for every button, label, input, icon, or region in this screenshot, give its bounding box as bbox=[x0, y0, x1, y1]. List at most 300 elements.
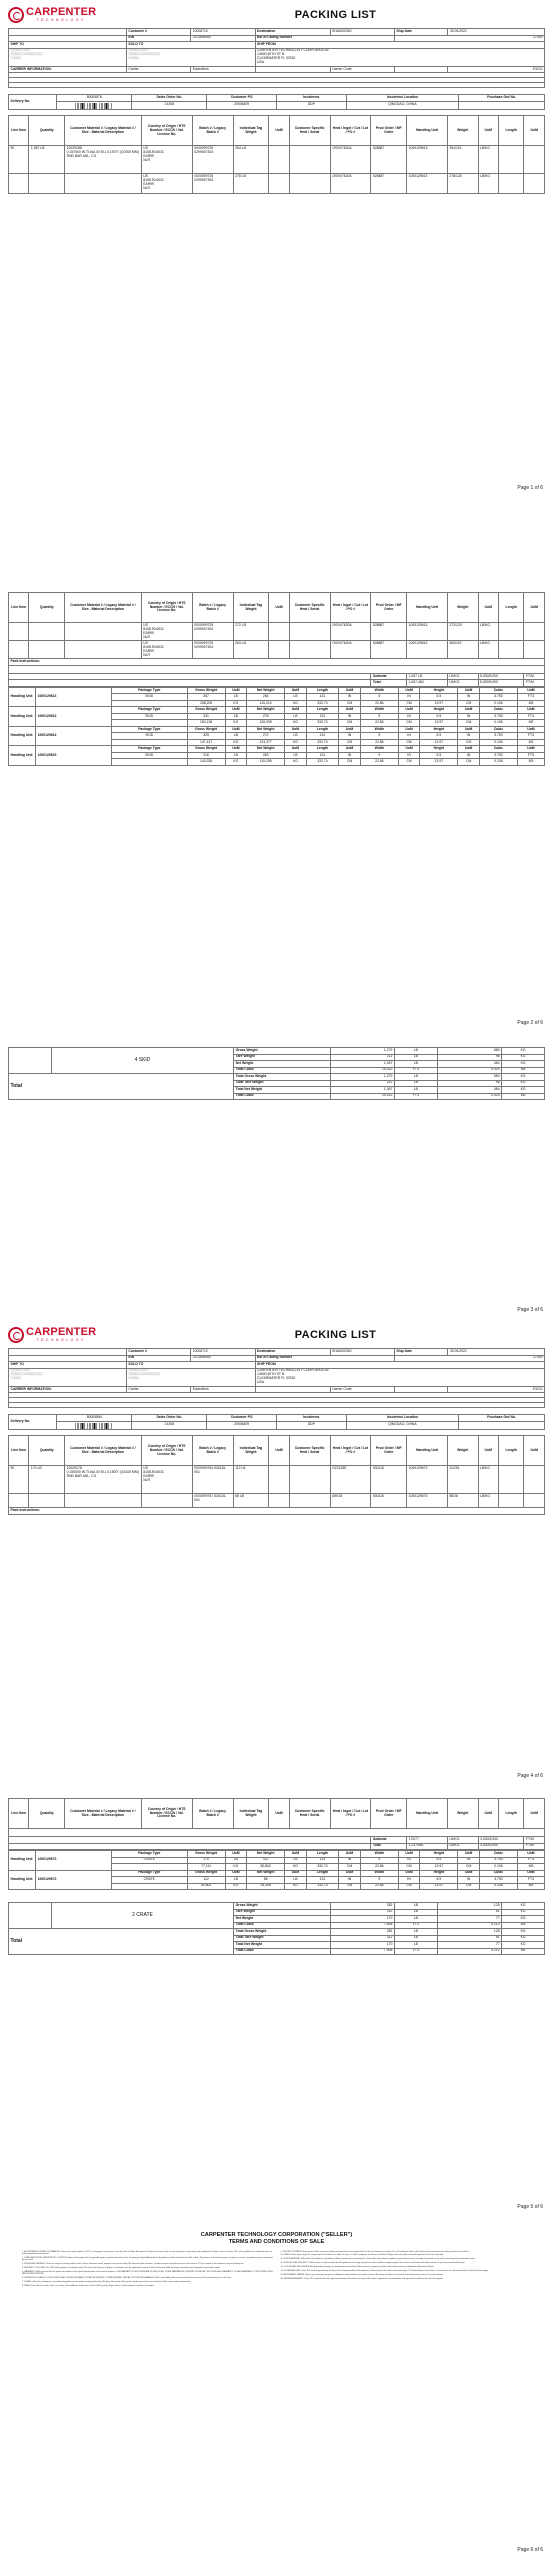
hu-value: FT3 bbox=[517, 752, 544, 759]
column-header: Batch # / Legacy Batch # bbox=[192, 1436, 233, 1466]
customer-no-label: Customer # bbox=[126, 1349, 190, 1356]
terms-paragraph: 15. ASSIGNMENT; WAIVER: Buyer may not assign any rights or obligations without Seller's prior written consent. No waiver by Seller of any breach shall be deemed a waiver of any other breach. bbox=[280, 2273, 444, 2276]
hu-value: 13.97 bbox=[420, 1864, 458, 1871]
column-header: UoM bbox=[478, 1436, 498, 1466]
column-header: Customer Material # / Legacy Material # / Size - Material Description bbox=[65, 116, 142, 146]
terms-subtitle: TERMS AND CONDITIONS OF SALE bbox=[228, 2239, 325, 2246]
hu-value: CM bbox=[458, 1883, 480, 1890]
page-1 bbox=[8, 4, 545, 194]
total-label: Total bbox=[9, 1074, 234, 1100]
line-items-header bbox=[9, 116, 545, 146]
column-header: UoM bbox=[478, 593, 498, 623]
hu-value: FT3 bbox=[517, 1857, 544, 1864]
hu-value: KG bbox=[285, 759, 307, 766]
summary-cell: 484 bbox=[437, 1061, 501, 1068]
column-header: Length bbox=[498, 116, 524, 146]
ship-date-value: 30.06.2021 bbox=[448, 29, 545, 36]
hu-cell: UoM bbox=[517, 687, 544, 694]
hu-cell: Net Weight bbox=[247, 726, 285, 733]
purchase-ord-label: Purchase Ord No. bbox=[459, 1415, 545, 1422]
summary-cell: LB bbox=[394, 1080, 437, 1087]
incoterms-location-label: Incoterms Location bbox=[346, 1415, 459, 1422]
summary-cell: 282 bbox=[330, 1903, 394, 1910]
hu-cell: Handling Unit bbox=[9, 1870, 36, 1890]
summary-cell: LB bbox=[394, 1942, 437, 1949]
ship-to-label: SHIP TO bbox=[9, 1362, 127, 1369]
summary-cell: 1,279 bbox=[330, 1074, 394, 1081]
hu-cell: Gross Weight bbox=[187, 1870, 225, 1877]
column-header: Line Item bbox=[9, 593, 29, 623]
line-item-row: 0000099767 530116-001 58 LB A9K26 530116 1000129673 58/26 LB/KG bbox=[9, 1494, 545, 1508]
column-header: Country of Origin / HTS Number / ECCN / Val. License No. bbox=[141, 593, 192, 623]
terms-paragraph: 6. LIMITATION OF LIABILITY: IN NO EVENT SHALL SELLER BE LIABLE FOR ANY INCIDENTAL, CONSEQUENTIAL, SPECIAL OR PUNITIVE DAMAGES. Seller's total liability shall not exceed the purchase price of the goods giving rise to the claim. bbox=[22, 2276, 232, 2279]
hu-cell: Package Type bbox=[111, 1851, 187, 1858]
hu-cell: Height bbox=[420, 707, 458, 714]
hu-value: KG bbox=[225, 759, 247, 766]
hu-value: 143,335 bbox=[187, 759, 225, 766]
page-2 bbox=[8, 592, 545, 766]
summary-cell: 7.506 bbox=[330, 1948, 394, 1955]
hu-value: LB bbox=[225, 713, 247, 720]
hu-cell: UoM bbox=[339, 1870, 361, 1877]
hu-value: 3.753 bbox=[479, 1877, 517, 1884]
hu-cell: UoM bbox=[225, 687, 247, 694]
summary-cell: 170 bbox=[330, 1916, 394, 1923]
hu-cell: 1000129613 bbox=[36, 687, 112, 707]
column-header: Individual Tag Weight bbox=[233, 116, 269, 146]
hu-cell: Gross Weight bbox=[187, 746, 225, 753]
barcode bbox=[57, 101, 132, 110]
hu-value: LB bbox=[285, 733, 307, 740]
hu-value: 119,295 bbox=[247, 759, 285, 766]
incoterms-location-label: Incoterms Location bbox=[346, 95, 459, 102]
hu-value: 325 bbox=[187, 733, 225, 740]
column-header: Heat / Ingot / Cut / Lot / PO # bbox=[330, 1799, 371, 1829]
customer-po-label: Customer PO bbox=[207, 1415, 277, 1422]
summary-cell: KG bbox=[502, 1048, 545, 1055]
incoterms-location-value: QINGDAO, CHINA bbox=[346, 1421, 459, 1430]
hu-cell: UoM bbox=[398, 746, 420, 753]
hu-value: 22.86 bbox=[360, 700, 398, 707]
column-header: Handling Unit bbox=[407, 593, 448, 623]
hu-value: CRATE bbox=[111, 1857, 187, 1864]
incoterms-value: DDP bbox=[276, 1421, 346, 1430]
hu-value: IN bbox=[458, 1857, 480, 1864]
column-header: Customer Specific Heat / Serial bbox=[289, 1799, 330, 1829]
hu-cell: Handling Unit bbox=[9, 687, 36, 707]
column-header: Customer Specific Heat / Serial bbox=[289, 116, 330, 146]
line-item-row: US 8108.90.6031 EAR99 NLR 0000099725 0299057303 278 LB 1900X7620A 528887 1000129613 278/126 LB/KG bbox=[9, 174, 545, 194]
hu-cell: UoM bbox=[339, 707, 361, 714]
summary-cell: Total Cubic bbox=[234, 1922, 330, 1929]
column-header: UoM bbox=[524, 116, 545, 146]
summary-cell: Total Net Weight bbox=[234, 1942, 330, 1949]
hu-value: 131 bbox=[306, 694, 338, 701]
carrier-value: Expeditors bbox=[191, 1386, 255, 1393]
column-header: UoM bbox=[524, 1799, 545, 1829]
hu-cell: UoM bbox=[517, 746, 544, 753]
summary-cell: Total Gross Weight bbox=[234, 1929, 330, 1936]
total-row: Total 1,237/561 LB/KG 3,000/3,000 FT/M bbox=[9, 1843, 545, 1850]
hu-value: IN bbox=[458, 713, 480, 720]
hu-value: IN bbox=[398, 1877, 420, 1884]
hu-value: KG bbox=[225, 1864, 247, 1871]
line-items-table bbox=[8, 115, 545, 194]
terms-paragraph: 8. TAXES: Prices do not include sales, use, excise, value-added or similar taxes, which shall be paid by Buyer unless a valid exemption certificate is provided. bbox=[22, 2284, 154, 2287]
hu-value: 9 bbox=[360, 713, 398, 720]
summary-cell: Total Cubic bbox=[234, 1948, 330, 1955]
column-header: UoM bbox=[269, 1436, 289, 1466]
hu-cell: UoM bbox=[458, 726, 480, 733]
column-header: Customer Material # / Legacy Material # / Size - Material Description bbox=[65, 1799, 142, 1829]
ship-from-address: CARPENTER TECHNOLOGY CORPORATION 14600 49TH ST N CLEARWATER FL 33762 USA bbox=[255, 48, 544, 66]
hu-value: 0.106 bbox=[479, 1864, 517, 1871]
summary-cell: 0.424 bbox=[437, 1067, 501, 1074]
summary-cell: 0.212 bbox=[437, 1922, 501, 1929]
hu-value: 3.753 bbox=[479, 752, 517, 759]
logo-mark-icon bbox=[8, 7, 24, 23]
summary-cell: 580 bbox=[437, 1074, 501, 1081]
hu-cell: 1000129673 bbox=[36, 1870, 112, 1890]
hu-value: M3 bbox=[517, 759, 544, 766]
hu-value: 131 bbox=[306, 713, 338, 720]
terms-column-left bbox=[22, 2251, 273, 2289]
ship-from-label: SHIP FROM bbox=[255, 1362, 544, 1369]
hu-value: CM bbox=[339, 739, 361, 746]
hu-value: CM bbox=[398, 739, 420, 746]
hu-value: M3 bbox=[517, 720, 544, 727]
hu-value: 147,417 bbox=[187, 739, 225, 746]
column-header: Individual Tag Weight bbox=[233, 593, 269, 623]
hu-cell: Net Weight bbox=[247, 746, 285, 753]
terms-paragraph: 1. ACCEPTANCE/CONTRACT FORMATION: These terms and conditions ("T&C") shall apply to any invoice or sale by Seller to Buyer. Acceptance of Buyer's purchase order or other document is expressly made conditional on Buyer's assent to these T&C, and any different or additional terms are hereby objected to and rejected. bbox=[22, 2250, 273, 2255]
delivery-no-label: Delivery No. bbox=[9, 1415, 57, 1430]
hu-value: 131 bbox=[306, 1857, 338, 1864]
column-header: Individual Tag Weight bbox=[233, 1799, 269, 1829]
hu-value: 332.74 bbox=[306, 1883, 338, 1890]
summary-cell: LB bbox=[394, 1929, 437, 1936]
hu-value: IN bbox=[339, 1857, 361, 1864]
document-title: PACKING LIST bbox=[294, 1328, 377, 1341]
customer-po-value: 20006409 bbox=[207, 101, 277, 110]
hu-cell: Length bbox=[306, 726, 338, 733]
summary-cell: KG bbox=[502, 1087, 545, 1094]
customer-no-label: Customer # bbox=[126, 29, 190, 36]
summary-cell: FT3 bbox=[394, 1922, 437, 1929]
hu-value: 9 bbox=[360, 1877, 398, 1884]
summary-cell: 0.212 bbox=[437, 1948, 501, 1955]
column-header: Prod Order / MF Order bbox=[371, 1799, 407, 1829]
hu-cell: Width bbox=[360, 1851, 398, 1858]
summary-cell: LB bbox=[394, 1048, 437, 1055]
column-header: UoM bbox=[269, 116, 289, 146]
handling-units-table bbox=[8, 687, 545, 766]
hu-value: KG bbox=[225, 700, 247, 707]
customer-po-value: 20006409 bbox=[207, 1421, 277, 1430]
hu-cell: UoM bbox=[225, 726, 247, 733]
hu-value: LB bbox=[225, 1877, 247, 1884]
hu-cell: 1000129673 bbox=[36, 1851, 112, 1871]
hu-cell: UoM bbox=[398, 1870, 420, 1877]
column-header: Customer Specific Heat / Serial bbox=[289, 593, 330, 623]
hu-value: KG bbox=[285, 1883, 307, 1890]
column-header: Weight bbox=[447, 593, 478, 623]
column-header: Customer Material # / Legacy Material # / Size - Material Description bbox=[65, 1436, 142, 1466]
terms-paragraph: 13. TOOLING AND SPECIFICATIONS: Any tooling, drawings or specifications furnished by Seller remain the property of Seller and shall be treated as confidential information by Buyer. bbox=[280, 2266, 435, 2269]
hu-value: CM bbox=[458, 739, 480, 746]
hu-value: 332.74 bbox=[306, 720, 338, 727]
hu-value: 9 bbox=[360, 733, 398, 740]
column-header: UoM bbox=[269, 1799, 289, 1829]
header-table bbox=[8, 28, 545, 88]
hu-value: 115,210 bbox=[247, 700, 285, 707]
hu-value: 357 bbox=[187, 694, 225, 701]
package-summary-table bbox=[8, 1902, 545, 1955]
hu-cell: Length bbox=[306, 746, 338, 753]
sales-order-label: Sales Order No. bbox=[132, 95, 207, 102]
hu-value: SKID bbox=[111, 752, 187, 759]
hu-value: 131 bbox=[306, 752, 338, 759]
carrier-value: Expeditors bbox=[191, 66, 255, 73]
carrier-code-label: Carrier Code bbox=[330, 66, 394, 73]
handling-units-table bbox=[8, 1850, 545, 1890]
ein-label: EIN bbox=[126, 35, 190, 42]
line-items-header bbox=[9, 1799, 545, 1829]
hu-value: LB bbox=[225, 733, 247, 740]
page-6 bbox=[8, 2232, 545, 2289]
terms-paragraph: 16. ENTIRE AGREEMENT: These T&C constitute the entire agreement between the parties and supersede all prior negotiations, representations and agreements relating to the sale of the goods. bbox=[280, 2277, 444, 2280]
hu-value: 254 bbox=[247, 694, 285, 701]
hu-cell: Length bbox=[306, 1870, 338, 1877]
column-header: Weight bbox=[447, 116, 478, 146]
sold-to-label: SOLD TO bbox=[126, 42, 255, 49]
hu-value: 150,138 bbox=[187, 720, 225, 727]
hu-cell: UoM bbox=[398, 1851, 420, 1858]
hu-cell: Width bbox=[360, 726, 398, 733]
hu-value: KG bbox=[225, 739, 247, 746]
ship-to-address: SHANDONG 256603 SHANDONG CHINA bbox=[9, 1368, 127, 1386]
terms-paragraph: 5. WARRANTY: Seller warrants that the goods will conform to the agreed specifications at the time of shipment. THIS WARRANTY IS EXCLUSIVE AND IN LIEU OF ALL OTHER WARRANTIES, EXPRESS OR IMPLIED, INCLUDING ANY WARRANTY OF MERCHANTABILITY OR FITNESS FOR A PARTICULAR PURPOSE. bbox=[22, 2270, 273, 2275]
barcode bbox=[57, 1421, 132, 1430]
summary-cell: 282 bbox=[330, 1929, 394, 1936]
hu-cell: Net Weight bbox=[247, 687, 285, 694]
purchase-ord-label: Purchase Ord No. bbox=[459, 95, 545, 102]
hu-value: LB bbox=[285, 1877, 307, 1884]
hu-value: CM bbox=[458, 700, 480, 707]
hu-cell: Cubic bbox=[479, 1870, 517, 1877]
line-item-row: 90 170 LB 10029278 0.150000 IN TI 6Al-4V ELI 0.1500" (3.8100 MM) RND BAR ANL, CG US 8108.90.6031 EAR99 NLR 0000099764 530115-001 112 LB GZ0133E 530115 1000129673 112/51 LB/KG bbox=[9, 1466, 545, 1494]
hu-cell: Handling Unit bbox=[9, 1851, 36, 1871]
summary-cell: 77 bbox=[437, 1916, 501, 1923]
column-header: Line Item bbox=[9, 1799, 29, 1829]
hu-value: CM bbox=[458, 759, 480, 766]
hu-value: 5.5 bbox=[420, 1877, 458, 1884]
package-summary-table bbox=[8, 1047, 545, 1100]
summary-cell: 170 bbox=[330, 1942, 394, 1949]
page-3 bbox=[8, 1047, 545, 1100]
hu-cell: Package Type bbox=[111, 707, 187, 714]
hu-cell: Handling Unit bbox=[9, 707, 36, 727]
hu-value: KG bbox=[285, 700, 307, 707]
delivery-no-label: Delivery No. bbox=[9, 95, 57, 110]
summary-cell: KG bbox=[502, 1942, 545, 1949]
incoterms-label: Incoterms bbox=[276, 95, 346, 102]
incoterms-value: DDP bbox=[276, 101, 346, 110]
summary-cell: M3 bbox=[502, 1067, 545, 1074]
summary-cell: 0.424 bbox=[437, 1093, 501, 1100]
column-header: Length bbox=[498, 1436, 524, 1466]
hu-cell: UoM bbox=[285, 746, 307, 753]
hu-value: 170 bbox=[187, 1857, 225, 1864]
hu-value: 131 bbox=[306, 1877, 338, 1884]
column-header: Prod Order / MF Order bbox=[371, 1436, 407, 1466]
column-header: Weight bbox=[447, 1799, 478, 1829]
summary-cell: LB bbox=[394, 1916, 437, 1923]
summary-cell: 15,012 bbox=[330, 1093, 394, 1100]
summary-cell: 51 bbox=[437, 1935, 501, 1942]
hu-value: 5.5 bbox=[420, 752, 458, 759]
summary-cell: 112 bbox=[330, 1909, 394, 1916]
summary-cell: 1,067 bbox=[330, 1087, 394, 1094]
logo-mark-icon bbox=[8, 1327, 24, 1343]
hu-value: CRATE bbox=[111, 1877, 187, 1884]
summary-cell: KG bbox=[502, 1054, 545, 1061]
hu-value: LB bbox=[225, 1857, 247, 1864]
hu-value: IN bbox=[339, 733, 361, 740]
terms-paragraph: 2. COMPLIANCE WITH LAWS/EXPORT CONTROLS: Buyer shall comply with all applicable export control and sanctions laws, including the Export Administration Regulations and the International Traffic in Arms Regulations, and shall not export, re-export or transfer any goods except as authorized by such laws. bbox=[22, 2256, 273, 2262]
page-number: Page 2 of 6 bbox=[517, 1020, 543, 1026]
hu-value: LB bbox=[285, 1857, 307, 1864]
hu-value: CM bbox=[398, 1864, 420, 1871]
summary-cell: Tare Weight bbox=[234, 1054, 330, 1061]
summary-cell: 212 bbox=[330, 1080, 394, 1087]
hu-value: 0.106 bbox=[479, 700, 517, 707]
hu-cell: 1000129613 bbox=[36, 707, 112, 727]
hu-value: KG bbox=[285, 739, 307, 746]
hu-cell: UoM bbox=[225, 707, 247, 714]
carrier-code-value: EXDO bbox=[448, 1386, 545, 1393]
hu-value: 332.74 bbox=[306, 739, 338, 746]
delivery-table bbox=[8, 94, 545, 110]
hu-value: 3.753 bbox=[479, 713, 517, 720]
summary-cell: KG bbox=[502, 1061, 545, 1068]
summary-cell: Total Gross Weight bbox=[234, 1074, 330, 1081]
hu-cell: Net Weight bbox=[247, 1851, 285, 1858]
ship-to-label: SHIP TO bbox=[9, 42, 127, 49]
hu-cell: UoM bbox=[285, 1851, 307, 1858]
hu-value: 26,308 bbox=[247, 1883, 285, 1890]
column-header: Handling Unit bbox=[407, 1799, 448, 1829]
summary-cell: KG bbox=[502, 1916, 545, 1923]
terms-column-right bbox=[281, 2251, 532, 2289]
ship-to-address: SHANDONG 256603 SHANDONG CHINA bbox=[9, 48, 127, 66]
summary-cell: FT3 bbox=[394, 1948, 437, 1955]
hu-value: 158,205 bbox=[187, 700, 225, 707]
page-header bbox=[8, 1324, 545, 1346]
logo-name: CARPENTER bbox=[26, 1326, 97, 1339]
ship-from-address: CARPENTER TECHNOLOGY CORPORATION 14600 49TH ST N CLEARWATER FL 33762 USA bbox=[255, 1368, 544, 1386]
hu-value: 331 bbox=[187, 713, 225, 720]
hu-value: M3 bbox=[517, 1883, 544, 1890]
column-header: UoM bbox=[269, 593, 289, 623]
summary-cell: KG bbox=[502, 1074, 545, 1081]
hu-value: CM bbox=[339, 720, 361, 727]
sold-to-address: SHANDONG 256603 SHANDONG CHINA bbox=[126, 1368, 255, 1386]
sales-order-label: Sales Order No. bbox=[132, 1415, 207, 1422]
hu-value: 5.5 bbox=[420, 694, 458, 701]
hu-cell: UoM bbox=[339, 1851, 361, 1858]
hu-cell: Width bbox=[360, 687, 398, 694]
summary-cell: KG bbox=[502, 1080, 545, 1087]
delivery-no-cell: 80053876 bbox=[57, 95, 132, 102]
line-items-table bbox=[8, 592, 545, 687]
hu-cell: UoM bbox=[339, 687, 361, 694]
page-number: Page 1 of 6 bbox=[517, 485, 543, 491]
summary-cell: Tare Weight bbox=[234, 1909, 330, 1916]
hu-cell: UoM bbox=[285, 726, 307, 733]
hu-cell: Height bbox=[420, 1870, 458, 1877]
column-header: Prod Order / MF Order bbox=[371, 116, 407, 146]
package-count: 4 SKID bbox=[51, 1048, 233, 1074]
pack-instructions-label: Pack Instructions: bbox=[9, 1508, 545, 1515]
hu-value: LB bbox=[225, 694, 247, 701]
line-items-table bbox=[8, 1798, 545, 1850]
column-header: Country of Origin / HTS Number / ECCN / Val. License No. bbox=[141, 1799, 192, 1829]
terms-title: CARPENTER TECHNOLOGY CORPORATION ("SELLER") bbox=[200, 2232, 353, 2238]
line-item-row: US 8108.90.6031 EAR99 NLR 0000099725 0299057304 263 LB 1900X7620A 528887 1000129613 263/119 LB/KG bbox=[9, 641, 545, 659]
hu-cell: UoM bbox=[458, 746, 480, 753]
hu-value: CM bbox=[339, 1883, 361, 1890]
summary-cell: LB bbox=[394, 1087, 437, 1094]
summary-cell: LB bbox=[394, 1074, 437, 1081]
summary-cell: FT3 bbox=[394, 1067, 437, 1074]
summary-cell: Gross Weight bbox=[234, 1903, 330, 1910]
summary-cell: M3 bbox=[502, 1093, 545, 1100]
destination-value: SHANDONG bbox=[330, 1349, 394, 1356]
hu-cell: Gross Weight bbox=[187, 687, 225, 694]
terms-paragraph: 3. PRICES AND PAYMENT: Prices are subject to change without notice. Unless otherwise stated, payment terms are net thirty (30) days from date of invoice. Overdue amounts shall bear interest at the lesser of 1.5% per month or the maximum rate permitted by law. bbox=[22, 2262, 244, 2265]
page-number: Page 4 of 6 bbox=[517, 1773, 543, 1779]
hu-cell: Package Type bbox=[111, 726, 187, 733]
sales-order-value: 21308 bbox=[132, 1421, 207, 1430]
terms-paragraph: 4. DELIVERY; TITLE; RISK OF LOSS: Delivery dates are estimates only. Title and risk of loss pass to Buyer in accordance with the applicable Incoterms. Seller shall not be liable for delays caused by events beyond its reasonable control. bbox=[22, 2266, 221, 2269]
hu-cell: UoM bbox=[285, 687, 307, 694]
ship-date-label: Ship Date bbox=[394, 1349, 448, 1356]
hu-cell: Cubic bbox=[479, 726, 517, 733]
summary-cell: KG bbox=[502, 1909, 545, 1916]
hu-value: 332.74 bbox=[306, 700, 338, 707]
hu-cell: UoM bbox=[517, 726, 544, 733]
hu-cell: Handling Unit bbox=[9, 726, 36, 746]
hu-cell: Length bbox=[306, 707, 338, 714]
hu-value: 22.86 bbox=[360, 739, 398, 746]
column-header: Individual Tag Weight bbox=[233, 1436, 269, 1466]
terms-paragraph: 10. CREDIT: Seller may at any time require payment in advance or other security if, in Seller's judgment, the financial condition of Buyer does not justify continued shipment on the terms specified. bbox=[280, 2254, 444, 2257]
page-5 bbox=[8, 1798, 545, 1955]
column-header: Quantity bbox=[29, 1436, 65, 1466]
hu-value: 13.97 bbox=[420, 700, 458, 707]
summary-cell: KG bbox=[502, 1935, 545, 1942]
summary-cell: 484 bbox=[437, 1087, 501, 1094]
hu-value: 126,099 bbox=[247, 720, 285, 727]
hu-value: 332.74 bbox=[306, 1864, 338, 1871]
hu-value: 0.106 bbox=[479, 759, 517, 766]
hu-value: 0.106 bbox=[479, 739, 517, 746]
summary-cell: 1,279 bbox=[330, 1048, 394, 1055]
logo-sub: TECHNOLOGY bbox=[36, 1338, 86, 1343]
hu-cell: Handling Unit bbox=[9, 746, 36, 766]
terms-paragraph: 14. GOVERNING LAW: These T&C shall be governed by the laws of the Commonwealth of Pennsylvania, without regard to its conflict of laws principles. The United Nations Convention on Contracts for the International Sale of Goods shall not apply. bbox=[280, 2269, 489, 2272]
